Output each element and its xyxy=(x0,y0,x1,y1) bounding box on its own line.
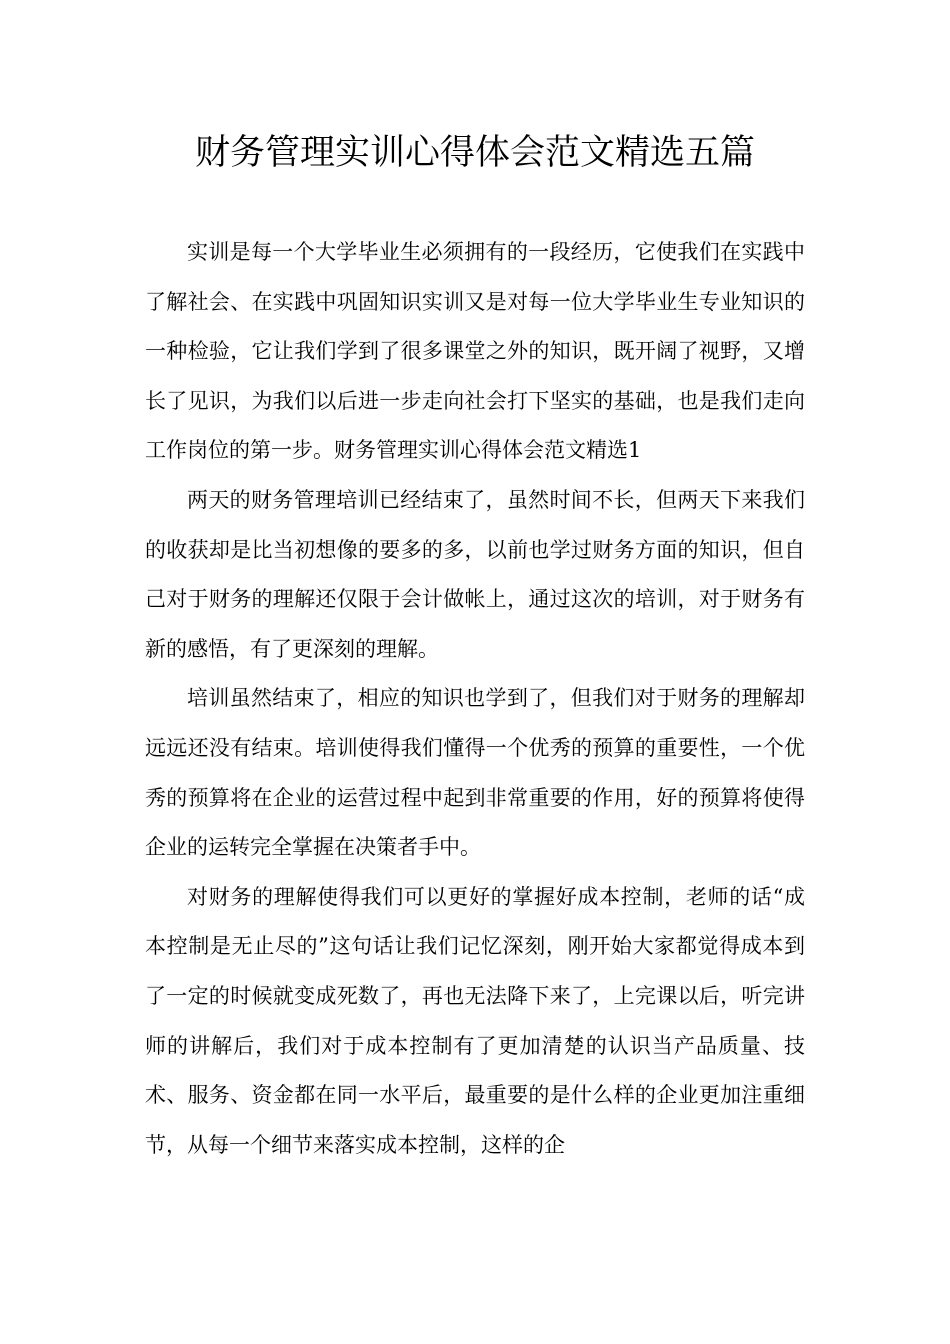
document-title: 财务管理实训心得体会范文精选五篇 xyxy=(194,133,755,173)
paragraph-3: 培训虽然结束了，相应的知识也学到了，但我们对于财务的理解却远远还没有结束。培训使得我们懂得一个优秀的预算的重要性，一个优秀的预算将在企业的运营过程中起到非常重要的作用，好的预算将使得企业的运转完全掌握在决策者手中。 xyxy=(145,686,805,860)
document-body xyxy=(145,228,805,1170)
paragraph-4: 对财务的理解使得我们可以更好的掌握好成本控制，老师的话“成本控制是无止尽的”这句话让我们记忆深刻，刚开始大家都觉得成本到了一定的时候就变成死数了，再也无法降下来了，上完课以后，听完讲师的讲解后，我们对于成本控制有了更加清楚的认识当产品质量、技术、服务、资金都在同一水平后，最重要的是什么样的企业更加注重细节，从每一个细节来落实成本控制，这样的企 xyxy=(145,884,805,1157)
paragraph-2: 两天的财务管理培训已经结束了，虽然时间不长，但两天下来我们的收获却是比当初想像的要多的多，以前也学过财务方面的知识，但自己对于财务的理解还仅限于会计做帐上，通过这次的培训，对于财务有新的感悟，有了更深刻的理解。 xyxy=(145,487,805,661)
paragraph-1: 实训是每一个大学毕业生必须拥有的一段经历，它使我们在实践中了解社会、在实践中巩固知识实训又是对每一位大学毕业生专业知识的一种检验，它让我们学到了很多课堂之外的知识，既开阔了视野，又增长了见识，为我们以后进一步走向社会打下坚实的基础，也是我们走向工作岗位的第一步。财务管理实训心得体会范文精选1 xyxy=(145,240,805,463)
